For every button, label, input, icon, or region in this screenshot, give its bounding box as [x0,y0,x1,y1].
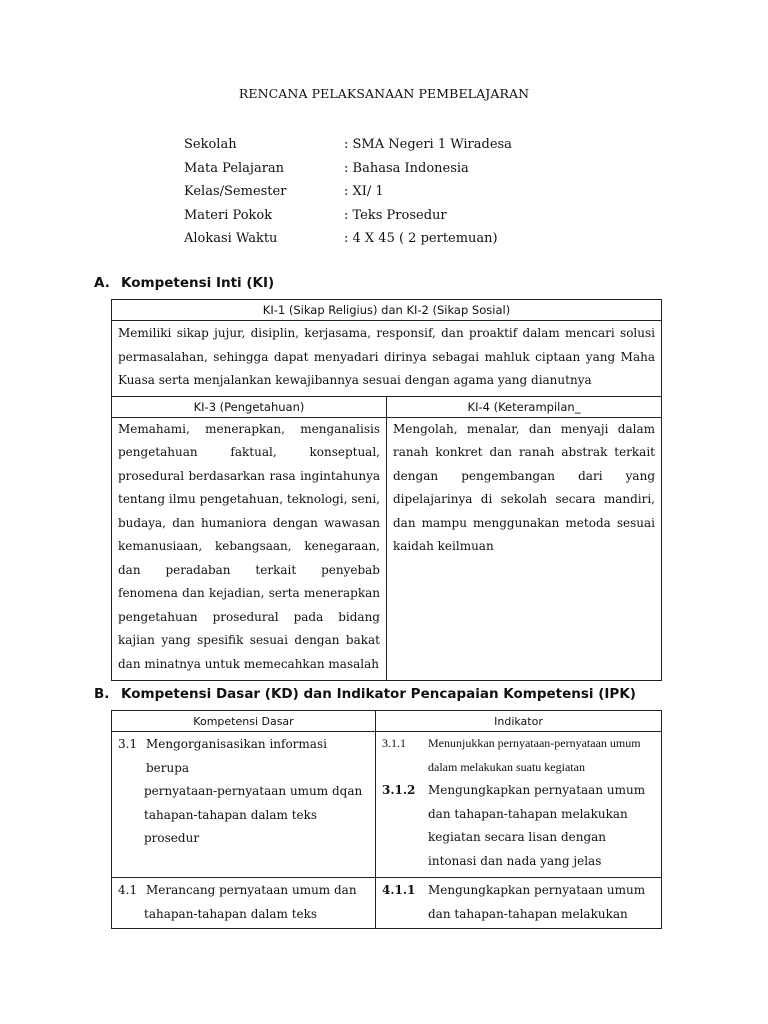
section-title: Kompetensi Inti (KI) [121,275,275,291]
info-row-school [184,133,604,157]
info-value: : Teks Prosedur [344,207,447,223]
core-competency-table [111,299,662,681]
indicator-number: 4.1.1 [382,883,416,897]
info-label: Materi Pokok [184,207,273,223]
kd-text: Mengorganisasikan informasi berupa [146,737,327,775]
ki12-header: KI-1 (Sikap Religius) dan KI-2 (Sikap Sosial) [112,300,662,321]
info-value: : SMA Negeri 1 Wiradesa [344,137,512,153]
indicator-text: Mengungkapkan pernyataan umum dan tahapan-tahapan melakukan [428,883,646,921]
ki3-text: Memahami, menerapkan, menganalisis pengetahuan faktual, konseptual, prosedural berdasarkan rasa ingintahunya tentang ilmu pengetahuan, teknologi, seni, budaya, dan humaniora dengan wawasan kemanusiaan, kebangsaan, kenegaraan, dan peradaban terkait penyebab fenomena dan kejadian, serta menerapkan pengetahuan prosedural pada bidang kajian yang spesifik sesuai dengan bakat dan minatnya untuk memecahkan masalah [112,417,387,681]
indicator-column-header: Indikator [376,711,662,732]
ki4-header: KI-4 (Keterampilan_ [387,396,662,417]
section-b-heading [94,686,636,702]
indicator-number: 3.1.2 [382,783,416,797]
table-row [112,732,662,878]
kd-cell [112,878,376,929]
indicator-item [382,779,655,873]
info-row-class [184,180,604,204]
kd-cell [112,732,376,878]
page-title: RENCANA PELAKSANAAN PEMBELAJARAN [238,86,530,101]
indicator-text: Menunjukkan pernyataan-pernyataan umum dalam melakukan suatu kegiatan [428,736,641,774]
info-row-subject [184,157,604,181]
indicator-number: 3.1.1 [382,736,406,750]
kd-column-header: Kompetensi Dasar [112,711,376,732]
indicator-text: Mengungkapkan pernyataan umum dan tahapan-tahapan melakukan kegiatan secara lisan dengan intonasi dan nada yang jelas [428,783,646,868]
identity-block [184,133,604,251]
table-row [112,878,662,929]
section-a-heading [94,275,274,291]
section-letter: A. [94,275,110,291]
kd-item [118,733,369,780]
indicator-cell [376,732,662,878]
indicator-item [382,879,655,926]
info-label: Kelas/Semester [184,184,287,200]
info-value: : 4 X 45 ( 2 pertemuan) [344,231,498,247]
kd-item [118,879,369,903]
ki12-text: Memiliki sikap jujur, disiplin, kerjasama, responsif, dan proaktif dalam mencari solusi permasalahan, sehingga dapat menyadari dirinya sebagai mahluk ciptaan yang Maha Kuasa serta menjalankan kewajibannya sesuai dengan agama yang dianutnya [112,321,662,397]
kd-text-continued: pernyataan-pernyataan umum dqan tahapan-tahapan dalam teks prosedur [144,784,363,845]
kd-number: 4.1 [118,883,138,897]
section-letter: B. [94,686,110,702]
ki3-header: KI-3 (Pengetahuan) [112,396,387,417]
info-value: : XI/ 1 [344,184,384,200]
basic-competency-table [111,710,662,929]
indicator-item [382,732,655,779]
info-label: Mata Pelajaran [184,160,285,176]
info-row-topic [184,204,604,228]
kd-text: Merancang pernyataan umum dan [146,883,357,897]
indicator-cell [376,878,662,929]
info-label: Sekolah [184,137,237,153]
info-row-time [184,227,604,251]
kd-text-continued: tahapan-tahapan dalam teks [144,906,318,921]
info-value: : Bahasa Indonesia [344,160,469,176]
section-title: Kompetensi Dasar (KD) dan Indikator Pencapaian Kompetensi (IPK) [121,686,636,702]
kd-number: 3.1 [118,737,138,751]
ki4-text: Mengolah, menalar, dan menyaji dalam ranah konkret dan ranah abstrak terkait dengan pengembangan dari yang dipelajarinya di sekolah secara mandiri, dan mampu menggunakan metoda sesuai kaidah keilmuan [387,417,662,681]
info-label: Alokasi Waktu [184,231,278,247]
